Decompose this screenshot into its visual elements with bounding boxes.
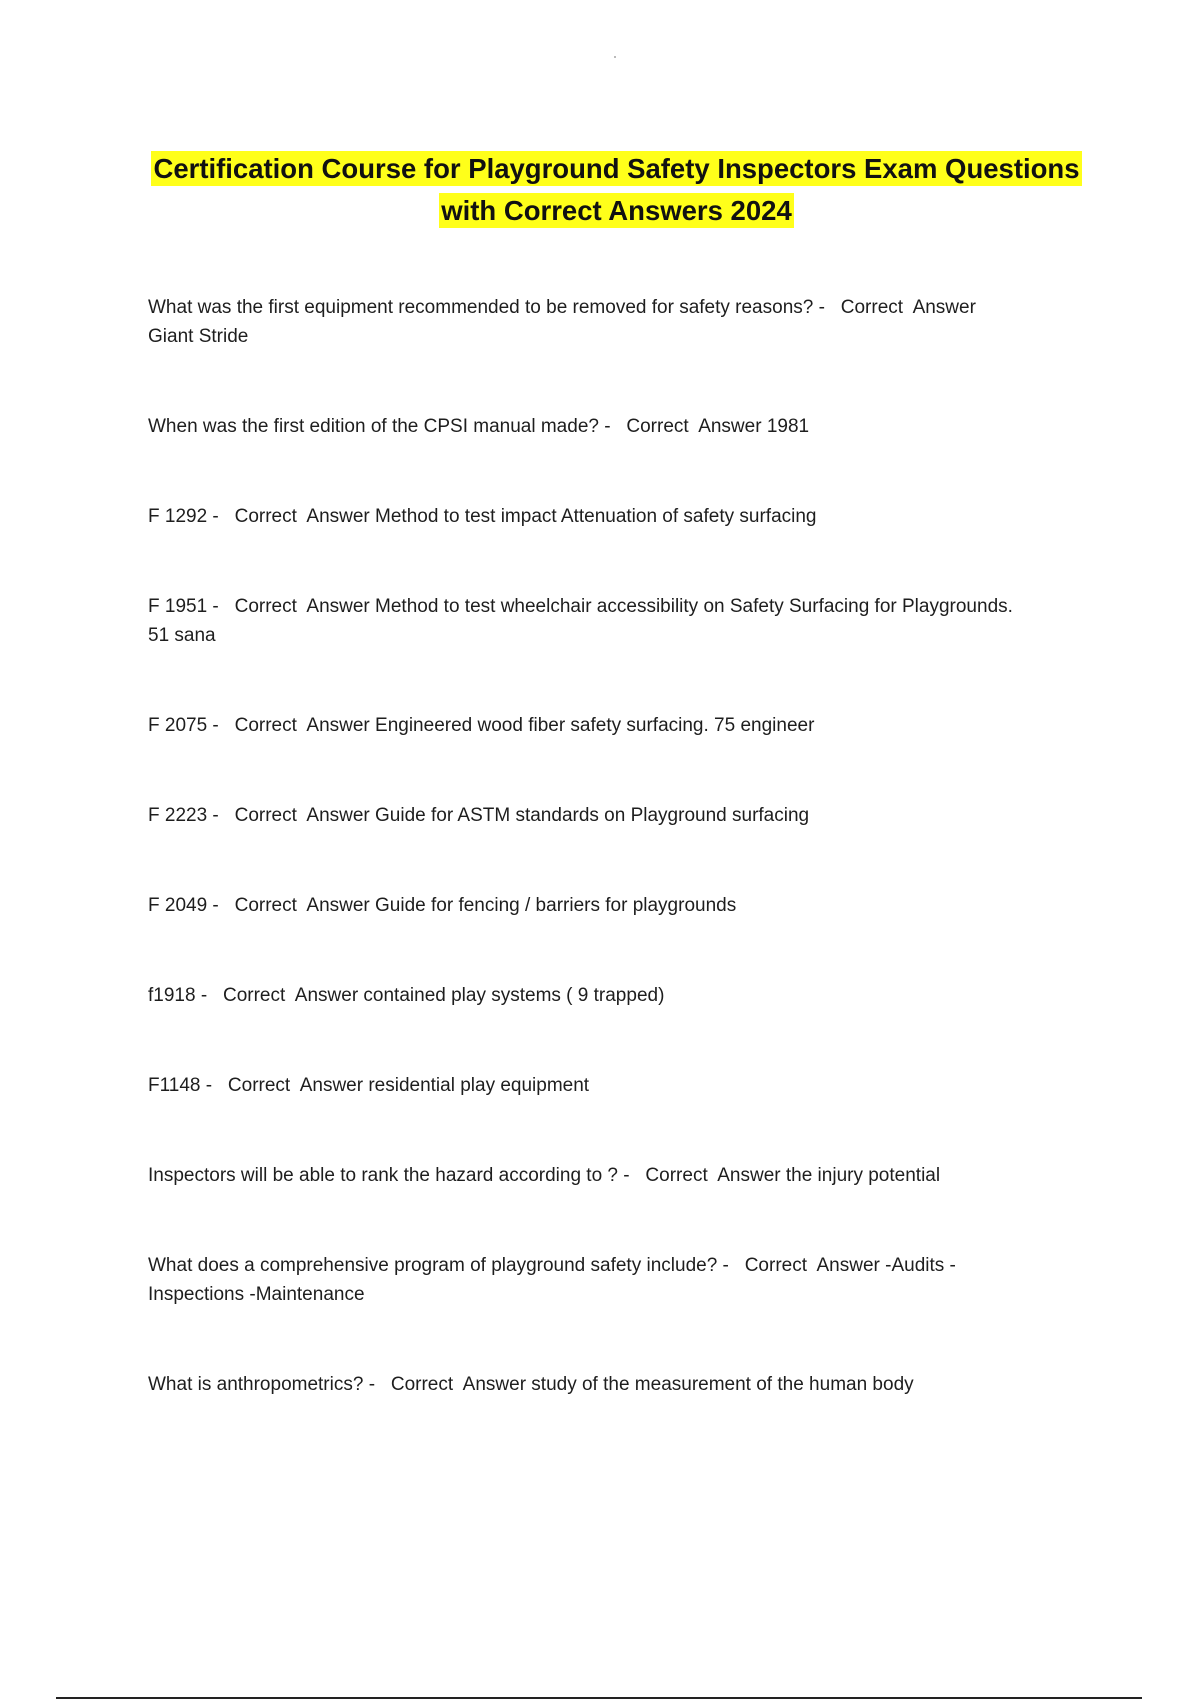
qa-item: F 2075 - Correct Answer Engineered wood fiber safety surfacing. 75 engineer — [148, 715, 815, 736]
qa-item: What was the first equipment recommended to be removed for safety reasons? - Correct Answer Giant Stride — [148, 297, 976, 347]
page-mark — [614, 56, 616, 58]
title-line-1: Certification Course for Playground Safety Inspectors Exam Questions — [153, 153, 1080, 184]
qa-item: What does a comprehensive program of playground safety include? - Correct Answer -Audits - Inspections -Maintenance — [148, 1255, 956, 1305]
question-answer-list — [148, 293, 1088, 1460]
qa-item: What is anthropometrics? - Correct Answer study of the measurement of the human body — [148, 1374, 914, 1395]
qa-item: F 1951 - Correct Answer Method to test wheelchair accessibility on Safety Surfacing for Playgrounds. 51 sana — [148, 596, 1013, 646]
footer-divider — [56, 1697, 1142, 1699]
title-line-2: with Correct Answers 2024 — [441, 195, 792, 226]
document-title — [0, 148, 1200, 232]
qa-item: F 2223 - Correct Answer Guide for ASTM standards on Playground surfacing — [148, 805, 810, 826]
qa-item: F1148 - Correct Answer residential play equipment — [148, 1075, 590, 1096]
qa-item: F 1292 - Correct Answer Method to test impact Attenuation of safety surfacing — [148, 506, 817, 527]
qa-item: Inspectors will be able to rank the hazard according to ? - Correct Answer the injury potential — [148, 1165, 941, 1186]
qa-item: f1918 - Correct Answer contained play systems ( 9 trapped) — [148, 985, 665, 1006]
qa-item: F 2049 - Correct Answer Guide for fencing / barriers for playgrounds — [148, 895, 737, 916]
qa-item: When was the first edition of the CPSI manual made? - Correct Answer 1981 — [148, 416, 810, 437]
